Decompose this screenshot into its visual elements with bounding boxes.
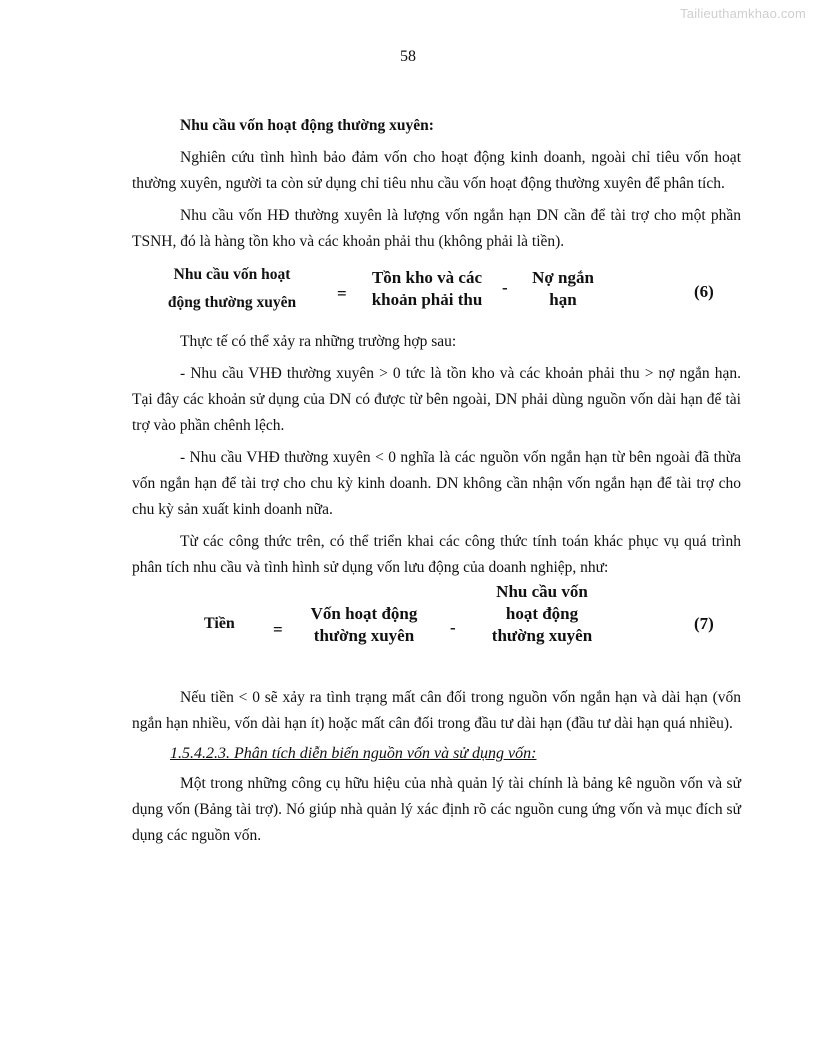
paragraph: - Nhu cầu VHĐ thường xuyên > 0 tức là tồn kho và các khoản phải thu > nợ ngắn hạn. Tại đây các khoản sử dụng của DN có được từ bên ngoài, DN phải dùng nguồn vốn dài hạn để tài trợ vào phần chênh lệch.: [132, 365, 741, 434]
paragraph: Nếu tiền < 0 sẽ xảy ra tình trạng mất cân đối trong nguồn vốn ngắn hạn và dài hạn (vốn ngắn hạn nhiều, vốn dài hạn ít) hoặc mất cân đối trong đầu tư dài hạn (đầu tư dài hạn quá nhiều).: [132, 689, 741, 732]
formula-6-lhs-line: Nhu cầu vốn hoạt: [173, 266, 291, 283]
formula-6-term1: [357, 267, 497, 311]
formula-7-term1-line: thường xuyên: [313, 626, 415, 645]
watermark: Tailieuthamkhao.com: [680, 6, 806, 21]
formula-7-term1: [294, 603, 434, 647]
paragraph: - Nhu cầu VHĐ thường xuyên < 0 nghĩa là các nguồn vốn ngắn hạn từ bên ngoài đã thừa vốn ngắn hạn để tài trợ cho chu kỳ kinh doanh. DN không cần nhận vốn ngắn hạn để tài trợ cho chu kỳ sản xuất kinh doanh nữa.: [132, 449, 741, 518]
formula-7-minus: -: [450, 618, 456, 637]
formula-7: [132, 582, 741, 663]
formula-6-term1-line: Tồn kho và các: [371, 268, 483, 287]
formula-7-term1-line: Vốn hoạt động: [310, 604, 418, 623]
page-number: 58: [400, 48, 416, 65]
formula-7-equals: =: [273, 620, 283, 639]
paragraph: Thực tế có thể xảy ra những trường hợp sau:: [180, 333, 457, 350]
paragraph: Một trong những công cụ hữu hiệu của nhà quản lý tài chính là bảng kê nguồn vốn và sử dụng vốn (Bảng tài trợ). Nó giúp nhà quản lý xác định rõ các nguồn cung ứng vốn và mục đích sử dụng các nguồn vốn.: [132, 775, 741, 844]
formula-6-term2-line: Nợ ngắn: [532, 268, 594, 287]
formula-6-lhs: [152, 261, 312, 317]
formula-6: [132, 263, 741, 325]
formula-7-lhs: Tiền: [204, 615, 235, 632]
formula-7-term2-line: hoạt động: [505, 604, 579, 623]
formula-6-minus: -: [502, 278, 508, 297]
document-body: [132, 113, 741, 849]
formula-6-term1-line: khoản phải thu: [371, 290, 483, 309]
formula-7-term2: [472, 581, 612, 647]
formula-6-term2-line: hạn: [549, 290, 577, 309]
paragraph: Từ các công thức trên, có thể triển khai các công thức tính toán khác phục vụ quá trình phân tích nhu cầu và tình hình sử dụng vốn lưu động của doanh nghiệp, như:: [132, 533, 741, 576]
formula-6-number: (6): [694, 282, 714, 301]
formula-7-term2-line: Nhu cầu vốn: [496, 582, 588, 601]
section-title: 1.5.4.2.3. Phân tích diễn biến nguồn vốn và sử dụng vốn:: [170, 745, 537, 762]
formula-7-term2-line: thường xuyên: [491, 626, 593, 645]
paragraph: Nghiên cứu tình hình bảo đảm vốn cho hoạt động kinh doanh, ngoài chỉ tiêu vốn hoạt thường xuyên, người ta còn sử dụng chỉ tiêu nhu cầu vốn hoạt động thường xuyên để phân tích.: [132, 149, 741, 192]
formula-6-term2: [517, 267, 609, 311]
paragraph: Nhu cầu vốn HĐ thường xuyên là lượng vốn ngắn hạn DN cần để tài trợ cho một phần TSNH, đó là hàng tồn kho và các khoản phải thu (không phải là tiền).: [132, 207, 741, 250]
formula-6-equals: =: [337, 284, 347, 303]
formula-7-number: (7): [694, 614, 714, 633]
formula-6-lhs-line: động thường xuyên: [167, 294, 297, 311]
section-heading: Nhu cầu vốn hoạt động thường xuyên:: [180, 117, 434, 134]
